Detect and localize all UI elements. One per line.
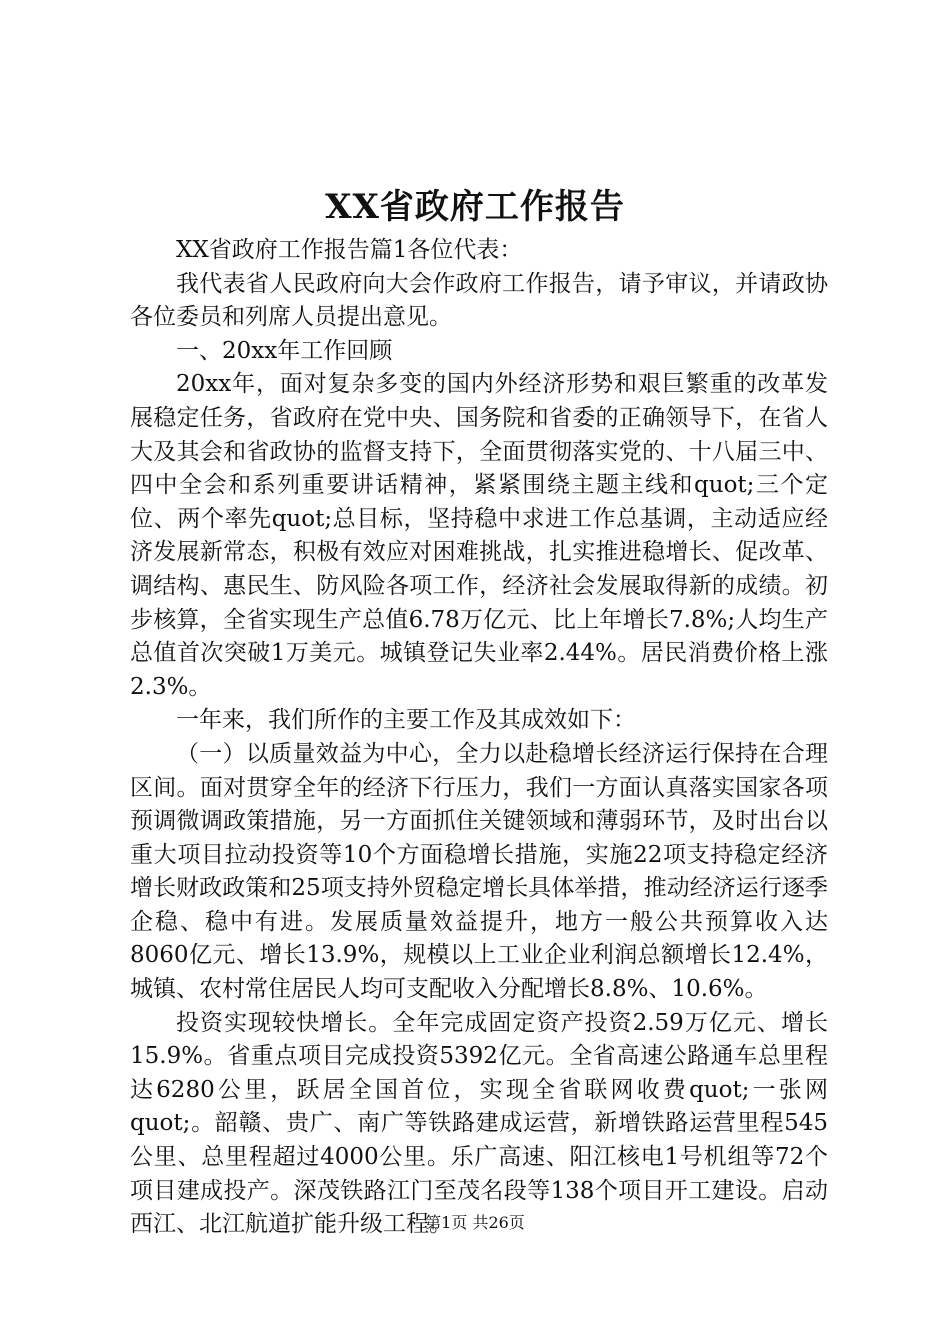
document-body: [130, 234, 828, 1242]
paragraph-intro: 我代表省人民政府向大会作政府工作报告，请予审议，并请政协各位委员和列席人员提出意见。: [130, 270, 828, 331]
paragraph-salutation: XX省政府工作报告篇1各位代表：: [176, 237, 523, 263]
paragraph-stable-growth: （一）以质量效益为中心，全力以赴稳增长经济运行保持在合理区间。面对贯穿全年的经济下行压力，我们一方面认真落实国家各项预调微调政策措施，另一方面抓住关键领域和薄弱环节，及时出台以重大项目拉动投资等10个方面稳增长措施，实施22项支持稳定经济增长财政政策和25项支持外贸稳定增长具体举措，推动经济运行逐季企稳、稳中有进。发展质量效益提升，地方一般公共预算收入达8060亿元、增长13.9%，规模以上工业企业利润总额增长12.4%，城镇、农村常住居民人均可支配收入分配增长8.8%、10.6%。: [130, 740, 828, 1003]
section-heading-review: 一、20xx年工作回顾: [176, 337, 393, 364]
paragraph-main-work: 一年来，我们所作的主要工作及其成效如下：: [176, 707, 636, 734]
document-title: XX省政府工作报告: [325, 187, 625, 227]
page-footer: 第1页 共26页: [425, 1213, 525, 1232]
paragraph-overview: 20xx年，面对复杂多变的国内外经济形势和艰巨繁重的改革发展稳定任务，省政府在党中央、国务院和省委的正确领导下，在省人大及其会和省政协的监督支持下，全面贯彻落实党的、十八届三中、四中全会和系列重要讲话精神，紧紧围绕主题主线和quot;三个定位、两个率先quot;总目标，坚持稳中求进工作总基调，主动适应经济发展新常态，积极有效应对困难挑战，扎实推进稳增长、促改革、调结构、惠民生、防风险各项工作，经济社会发展取得新的成绩。初步核算，全省实现生产总值6.78万亿元、比上年增长7.8%;人均生产总值首次突破1万美元。城镇登记失业率2.44%。居民消费价格上涨2.3%。: [130, 371, 828, 700]
paragraph-investment: 投资实现较快增长。全年完成固定资产投资2.59万亿元、增长15.9%。省重点项目完成投资5392亿元。全省高速公路通车总里程达6280公里，跃居全国首位，实现全省联网收费quot;一张网quot;。韶赣、贵广、南广等铁路建成运营，新增铁路运营里程545公里、总里程超过4000公里。乐广高速、阳江核电1号机组等72个项目建成投产。深茂铁路江门至茂名段等138个项目开工建设。启动西江、北江航道扩能升级工程。: [130, 1009, 828, 1238]
